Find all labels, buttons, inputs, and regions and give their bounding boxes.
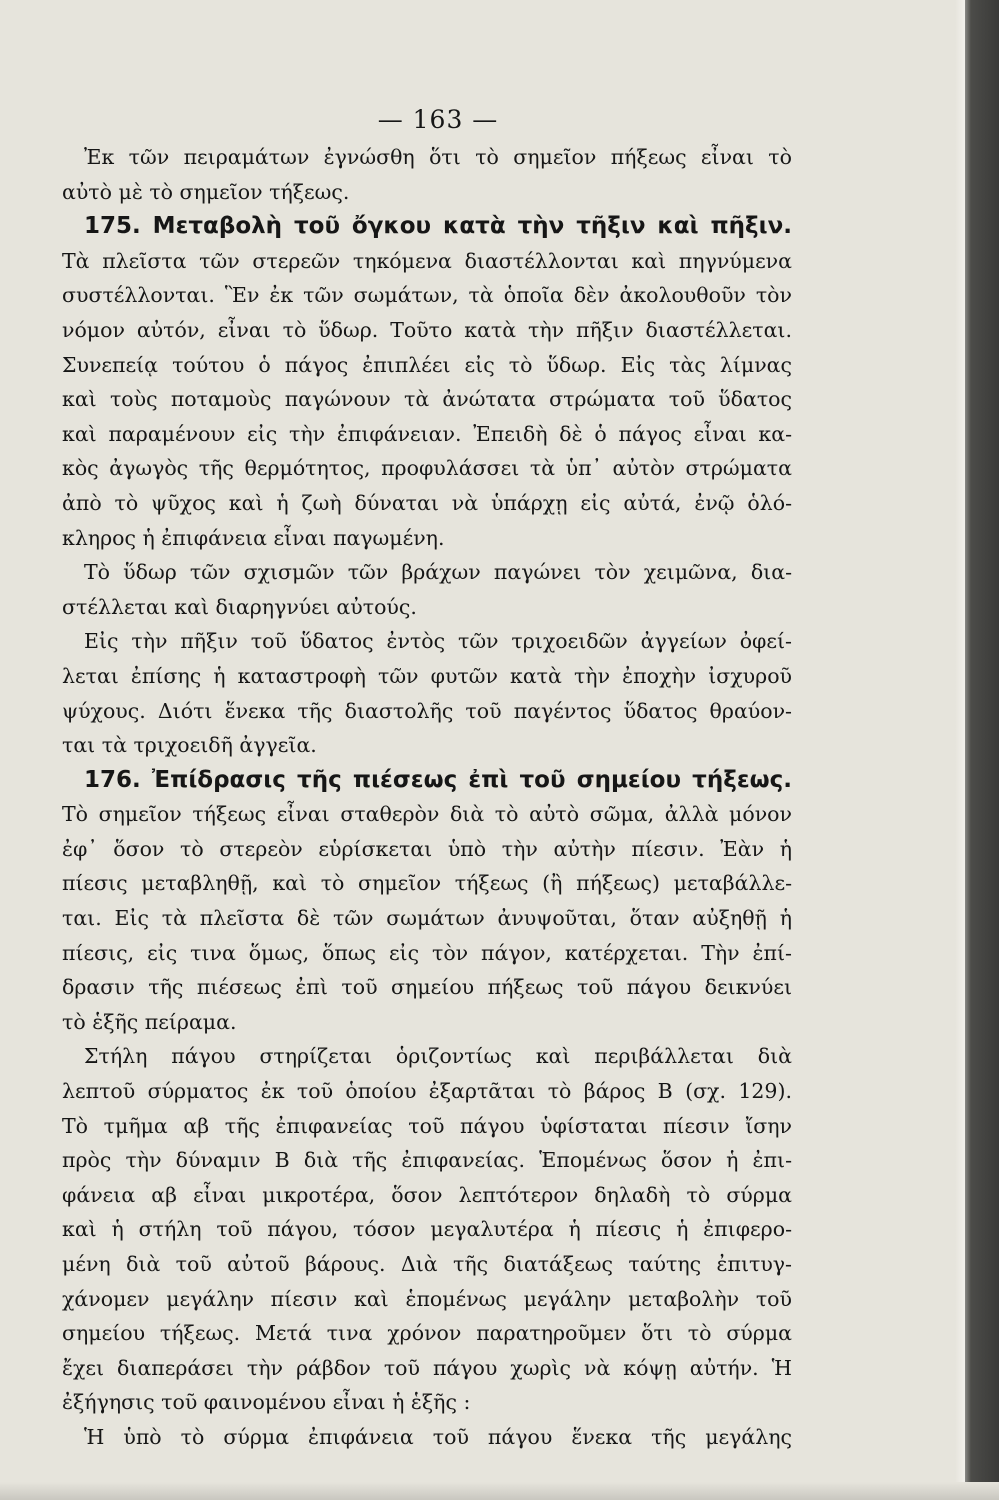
text-line: κὸς ἀγωγὸς τῆς θερμότητος, προφυλάσσει τὰ ὑπ᾽ αὐτὸν στρώματα [62,456,792,481]
text-line: Ἐκ τῶν πειραμάτων ἐγνώσθη ὅτι τὸ σημεῖον πήξεως εἶναι τὸ [84,145,792,169]
text-line: Συνεπείᾳ τούτου ὁ πάγος ἐπιπλέει εἰς τὸ ὕδωρ. Εἰς τὰς λίμνας [62,352,792,377]
text-line: πίεσις μεταβληθῇ, καὶ τὸ σημεῖον τήξεως (ἢ πήξεως) μεταβάλλε- [62,871,792,896]
text-line: λεται ἐπίσης ἡ καταστροφὴ τῶν φυτῶν κατὰ τὴν ἐποχὴν ἰσχυροῦ [62,663,792,688]
page-bottom-shadow [0,1482,999,1500]
text-line: νόμον αὐτόν, εἶναι τὸ ὕδωρ. Τοῦτο κατὰ τὴν πῆξιν διαστέλλεται. [62,317,792,342]
text-line: δρασιν τῆς πιέσεως ἐπὶ τοῦ σημείου πήξεως τοῦ πάγου δεικνύει [62,975,792,1000]
text-block [62,140,792,1455]
text-line: Τὸ τμῆμα αβ τῆς ἐπιφανείας τοῦ πάγου ὑφίσταται πίεσιν ἴσην [62,1113,792,1138]
text-line: ἀπὸ τὸ ψῦχος καὶ ἡ ζωὴ δύναται νὰ ὑπάρχῃ εἰς αὐτά, ἐνῷ ὁλό- [62,490,792,515]
text-line: ἔχει διαπεράσει τὴν ράβδον τοῦ πάγου χωρὶς νὰ κόψῃ αὐτήν. Ἡ [62,1355,792,1380]
text-line: Τὸ ὕδωρ τῶν σχισμῶν τῶν βράχων παγώνει τὸν χειμῶνα, δια- [84,560,792,585]
text-line: λεπτοῦ σύρματος ἐκ τοῦ ὁποίου ἐξαρτᾶται τὸ βάρος Β (σχ. 129). [62,1079,792,1104]
text-line: χάνομεν μεγάλην πίεσιν καὶ ἑπομένως μεγάλην μεταβολὴν τοῦ [62,1286,792,1311]
page-body [62,100,792,1455]
scan-border [965,0,999,1500]
text-line: μένη διὰ τοῦ αὐτοῦ βάρους. Διὰ τῆς διατάξεως ταύτης ἐπιτυγ- [62,1252,792,1276]
text-line: πρὸς τὴν δύναμιν Β διὰ τῆς ἐπιφανείας. Ἑπομένως ὅσον ἡ ἐπι- [62,1148,792,1173]
text-line: τὸ ἑξῆς πείραμα. [62,1009,237,1034]
text-line: καὶ ἡ στήλη τοῦ πάγου, τόσον μεγαλυτέρα ἡ πίεσις ἡ ἐπιφερο- [62,1217,792,1242]
page-edge-shadow [955,0,965,1500]
text-line: φάνεια αβ εἶναι μικροτέρα, ὅσον λεπτότερον δηλαδὴ τὸ σύρμα [62,1182,792,1207]
text-line: Τὰ πλεῖστα τῶν στερεῶν τηκόμενα διαστέλλονται καὶ πηγνύμενα [62,248,792,273]
text-line: Εἰς τὴν πῆξιν τοῦ ὕδατος ἐντὸς τῶν τριχοειδῶν ἀγγείων ὀφεί- [84,629,792,654]
section-heading: 175. Μεταβολὴ τοῦ ὄγκου κατὰ τὴν τῆξιν καὶ πῆξιν. [84,213,792,240]
text-line: καὶ τοὺς ποταμοὺς παγώνουν τὰ ἀνώτατα στρώματα τοῦ ὕδατος [62,387,792,412]
text-line: κληρος ἡ ἐπιφάνεια εἶναι παγωμένη. [62,525,445,550]
section-heading: 176. Ἐπίδρασις τῆς πιέσεως ἐπὶ τοῦ σημείου τήξεως. [84,766,792,793]
text-line: στέλλεται καὶ διαρηγνύει αὐτούς. [62,594,417,619]
text-line: συστέλλονται. Ἓν ἐκ τῶν σωμάτων, τὰ ὁποῖα δὲν ἀκολουθοῦν τὸν [62,283,792,308]
text-line: Τὸ σημεῖον τήξεως εἶναι σταθερὸν διὰ τὸ αὐτὸ σῶμα, ἀλλὰ μόνον [62,802,792,827]
text-line: σημείου τήξεως. Μετά τινα χρόνον παρατηροῦμεν ὅτι τὸ σύρμα [62,1321,792,1346]
text-line: Στήλη πάγου στηρίζεται ὁριζοντίως καὶ περιβάλλεται διὰ [84,1044,792,1069]
text-line: καὶ παραμένουν εἰς τὴν ἐπιφάνειαν. Ἐπειδὴ δὲ ὁ πάγος εἶναι κα- [62,421,792,446]
text-line: ἐφ᾽ ὅσον τὸ στερεὸν εὑρίσκεται ὑπὸ τὴν αὐτὴν πίεσιν. Ἐὰν ἡ [62,836,792,861]
text-line: ται τὰ τριχοειδῆ ἀγγεῖα. [62,733,317,758]
text-line: αὐτὸ μὲ τὸ σημεῖον τήξεως. [62,179,350,204]
text-line: ται. Εἰς τὰ πλεῖστα δὲ τῶν σωμάτων ἀνυψοῦται, ὅταν αὐξηθῇ ἡ [62,906,792,931]
text-line: ψύχους. Διότι ἕνεκα τῆς διαστολῆς τοῦ παγέντος ὕδατος θραύον- [62,698,792,723]
text-line: ἐξήγησις τοῦ φαινομένου εἶναι ἡ ἑξῆς : [62,1390,471,1415]
text-line: Ἡ ὑπὸ τὸ σύρμα ἐπιφάνεια τοῦ πάγου ἕνεκα τῆς μεγάλης [84,1424,792,1449]
page-number: — 163 — [377,105,499,134]
text-line: πίεσις, εἰς τινα ὅμως, ὅπως εἰς τὸν πάγον, κατέρχεται. Τὴν ἐπί- [62,940,792,965]
